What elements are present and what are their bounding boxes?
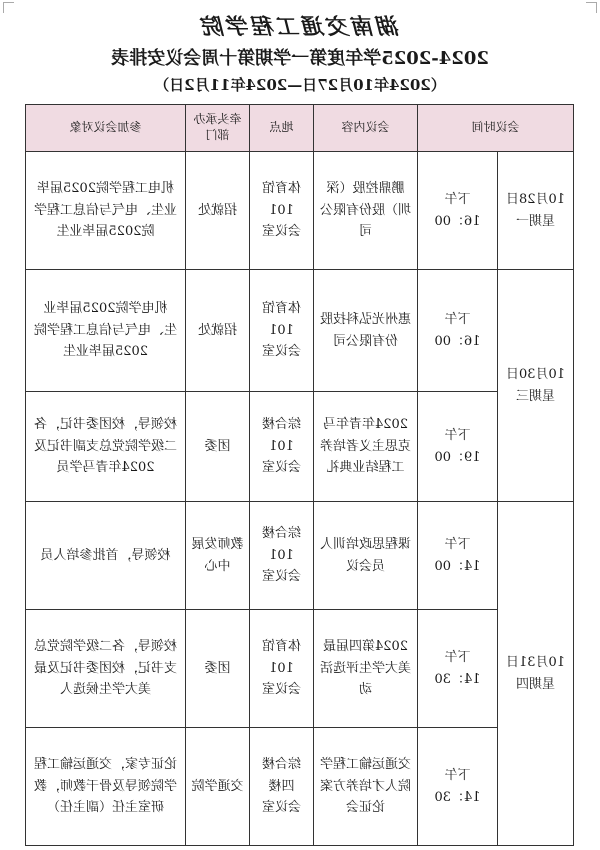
- attendees-cell: 校领导，首批参培人员: [25, 502, 185, 610]
- content-cell: 2024第四届最美大学生评选活动: [313, 610, 417, 728]
- place-room: 会议室: [261, 569, 301, 585]
- attendees-cell: 论证专家，交通运输工程学院领导及骨干教师，教研室主任（副主任）: [25, 728, 185, 846]
- table-row: [25, 270, 573, 392]
- date-cell: [498, 152, 574, 270]
- place-room-no: 101: [269, 660, 294, 676]
- time-cell: [417, 502, 497, 610]
- time-cell: [417, 610, 497, 728]
- table-row: [25, 152, 573, 270]
- place-cell: [249, 728, 313, 846]
- time-value: 16：00: [434, 333, 481, 349]
- dept-cell: 招就处: [185, 152, 249, 270]
- attendees-cell: 机电学院2025届毕业生、电气与信息工程学院2025届毕业生: [25, 270, 185, 392]
- table-row: [25, 728, 573, 846]
- date-value: 10月28日: [505, 192, 566, 208]
- place-building: 综合楼: [261, 757, 301, 773]
- date-value: 10月30日: [505, 367, 566, 383]
- time-period: 下午: [444, 312, 471, 328]
- content-cell: 鹏鼎控股（深圳）股份有限公司: [313, 152, 417, 270]
- place-cell: [249, 270, 313, 392]
- school-name: 湖南交通工程学院: [200, 14, 401, 40]
- time-period: 下午: [444, 650, 471, 666]
- place-room: 会议室: [261, 800, 301, 816]
- table-row: [25, 392, 573, 502]
- content-cell: 2024年青年马克思主义者培养工程结业典礼: [313, 392, 417, 502]
- content-cell: 课程思政培训人员会议: [313, 502, 417, 610]
- time-value: 14：00: [434, 558, 481, 574]
- place-room-no: 101: [269, 438, 294, 454]
- header-dept: 牵头承办部门: [185, 105, 249, 152]
- dept-cell: 教师发展中心: [185, 502, 249, 610]
- place-cell: [249, 502, 313, 610]
- place-building: 体育馆: [261, 301, 301, 317]
- dept-cell: 团委: [185, 610, 249, 728]
- attendees-cell: 机电工程学院2025届毕业生、电气与信息工程学院2025届毕业生: [25, 152, 185, 270]
- place-room-no: 四楼: [268, 778, 295, 794]
- dept-cell: 交通学院: [185, 728, 249, 846]
- time-cell: [417, 392, 497, 502]
- table-row: [25, 610, 573, 728]
- place-room: 会议室: [261, 682, 301, 698]
- place-building: 综合楼: [261, 417, 301, 433]
- dept-cell: 招就处: [185, 270, 249, 392]
- weekday-value: 星期一: [516, 213, 556, 229]
- meeting-schedule-table: [25, 104, 574, 846]
- time-cell: [417, 728, 497, 846]
- header-date: 会议时间: [417, 105, 573, 152]
- attendees-cell: 校领导，校团委书记，各二级学院党总支副书记及2024年青马学员: [25, 392, 185, 502]
- date-value: 10月31日: [505, 655, 566, 671]
- place-room-no: 101: [269, 202, 294, 218]
- weekday-value: 星期四: [516, 676, 556, 692]
- time-cell: [417, 152, 497, 270]
- place-room-no: 101: [269, 322, 294, 338]
- content-cell: 惠州光弘科技股份有限公司: [313, 270, 417, 392]
- attendees-cell: 校领导，各二级学院党总支书记，校团委书记及最美大学生候选人: [25, 610, 185, 728]
- dept-cell: 团委: [185, 392, 249, 502]
- time-value: 14：30: [434, 671, 481, 687]
- place-building: 综合楼: [261, 526, 301, 542]
- document-title: 2024-2025学年度第一学期第十周会议安排表: [111, 48, 489, 69]
- header-attendees: 参加会议对象: [25, 105, 185, 152]
- place-building: 体育馆: [261, 639, 301, 655]
- header-content: 会议内容: [313, 105, 417, 152]
- time-value: 14：30: [434, 789, 481, 805]
- place-building: 体育馆: [261, 181, 301, 197]
- table-row: [25, 502, 573, 610]
- place-cell: [249, 392, 313, 502]
- time-value: 16：00: [434, 213, 481, 229]
- time-period: 下午: [444, 537, 471, 553]
- place-room: 会议室: [261, 344, 301, 360]
- weekday-value: 星期三: [516, 388, 556, 404]
- place-room: 会议室: [261, 460, 301, 476]
- place-cell: [249, 610, 313, 728]
- table-header-row: [25, 105, 573, 152]
- time-period: 下午: [444, 192, 471, 208]
- time-value: 19：00: [434, 449, 481, 465]
- date-cell: [498, 270, 574, 502]
- place-room: 会议室: [261, 224, 301, 240]
- header-place: 地点: [249, 105, 313, 152]
- time-cell: [417, 270, 497, 392]
- place-room-no: 101: [269, 547, 294, 563]
- content-cell: 交通运输工程学院人才培养方案论证会: [313, 728, 417, 846]
- time-period: 下午: [444, 428, 471, 444]
- time-period: 下午: [444, 768, 471, 784]
- date-range: （2024年10月27日—2024年11月2日）: [154, 76, 446, 94]
- date-cell: [498, 502, 574, 846]
- place-cell: [249, 152, 313, 270]
